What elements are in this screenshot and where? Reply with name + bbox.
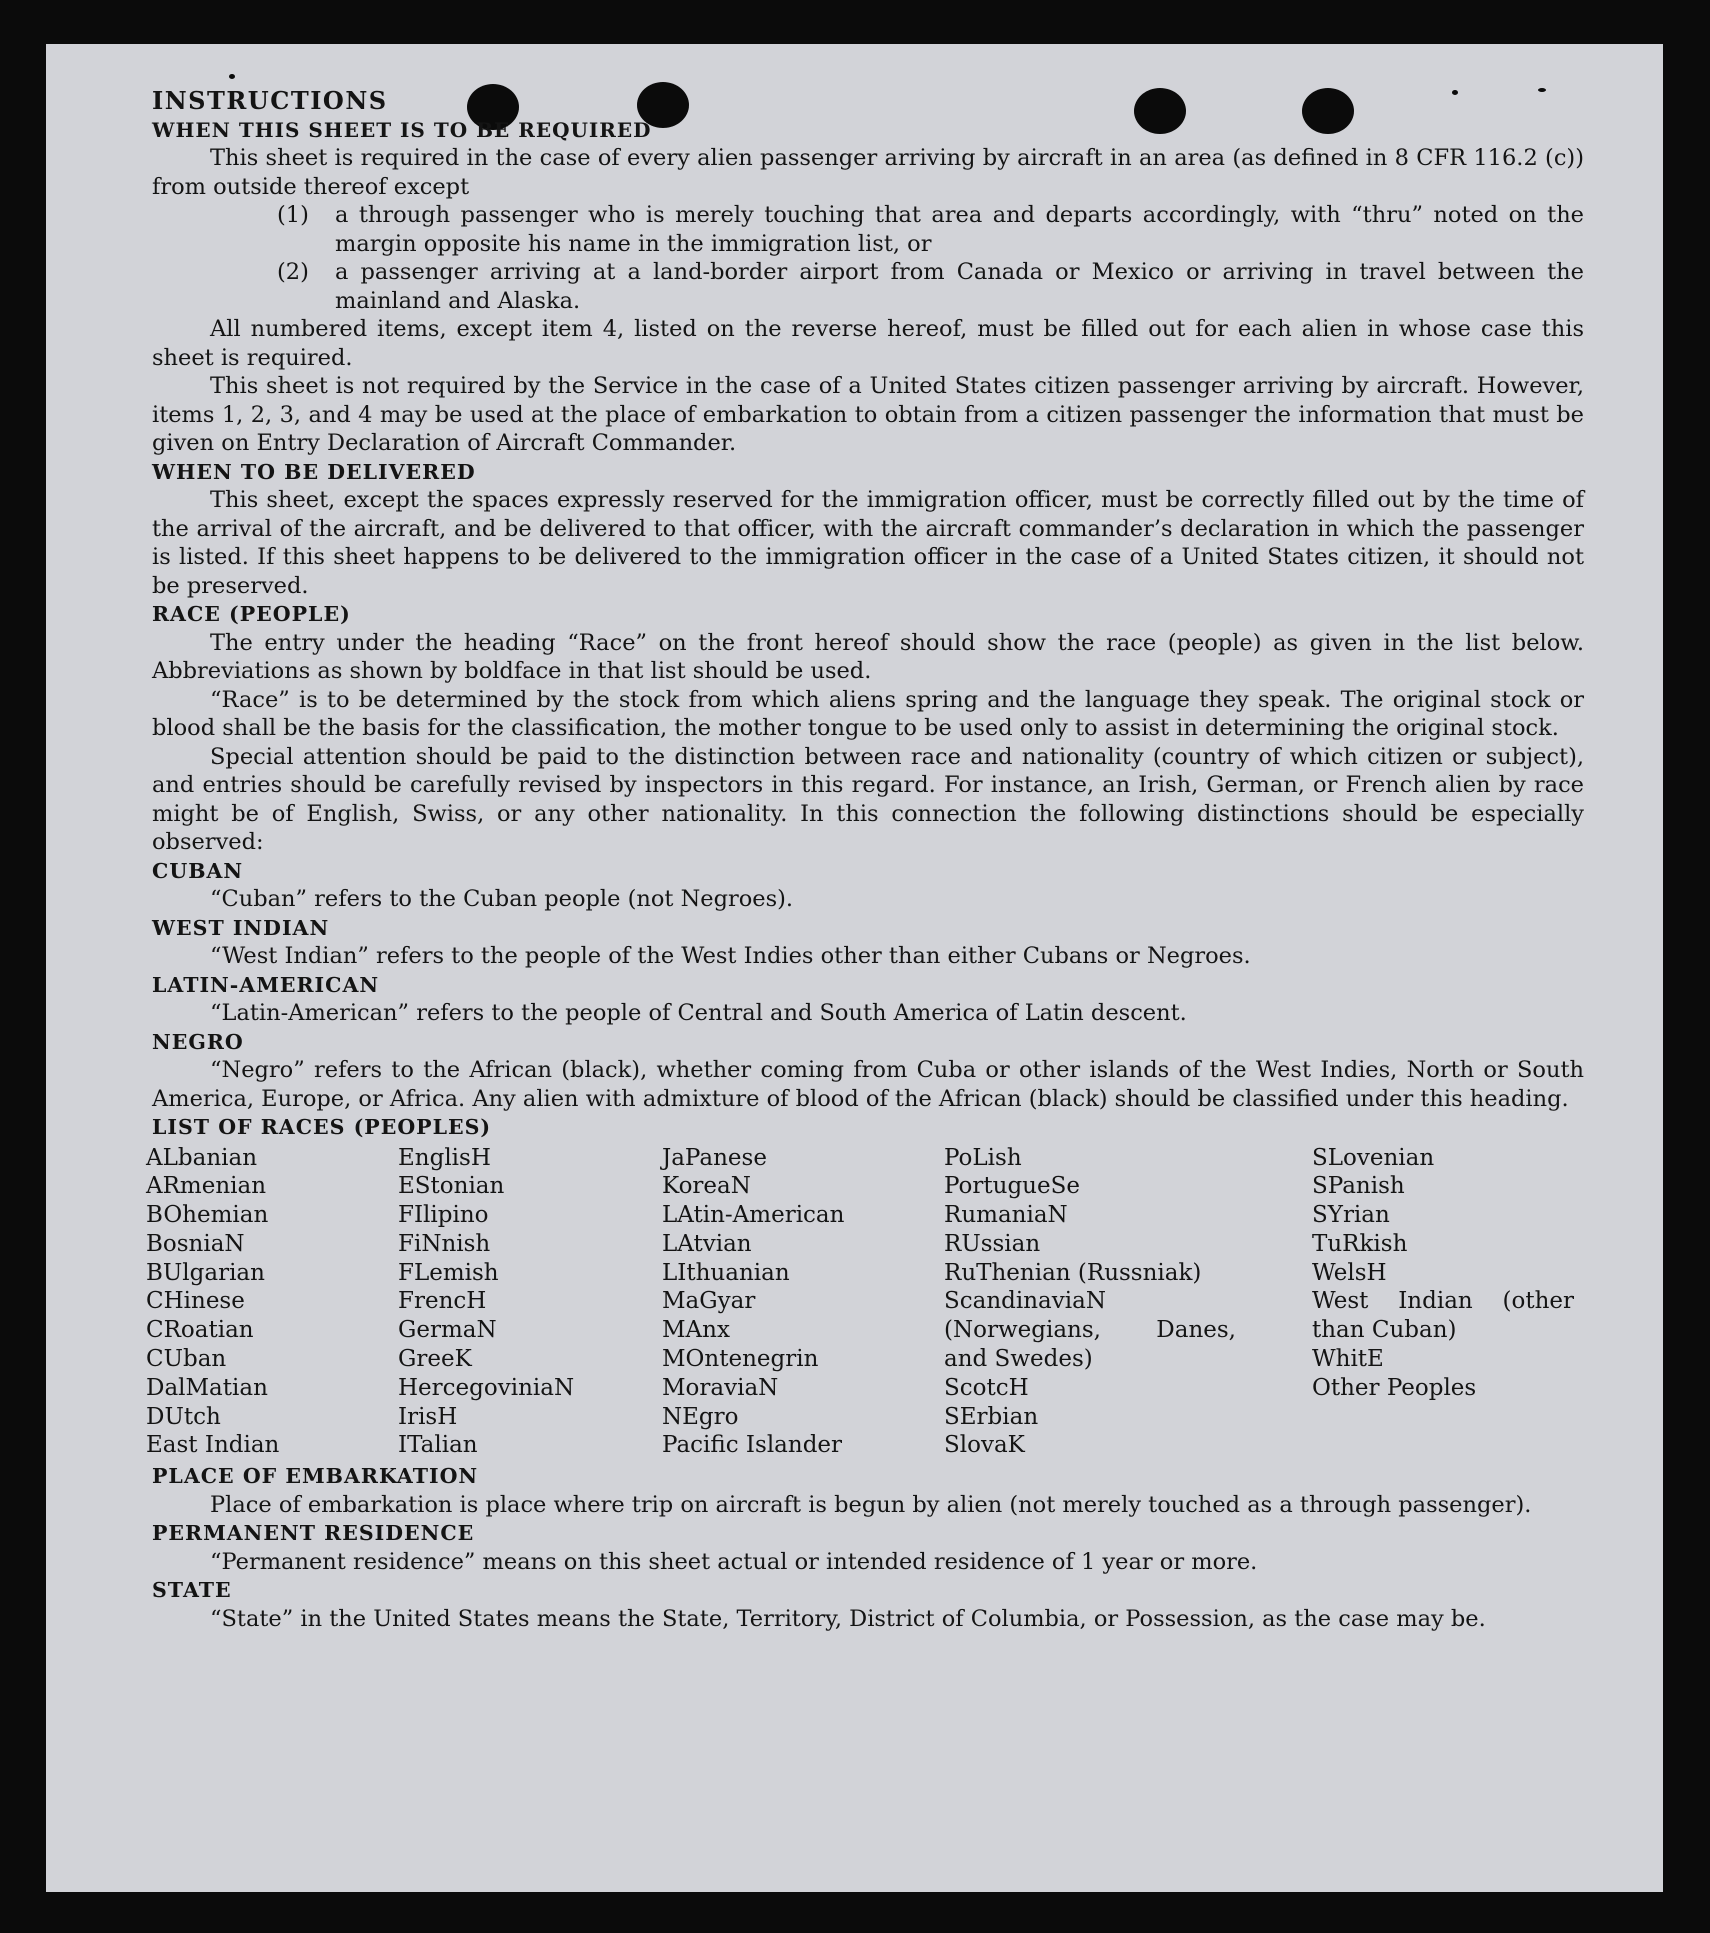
section-heading-delivered: WHEN TO BE DELIVERED: [152, 459, 476, 484]
race-item: CHinese: [146, 1288, 245, 1315]
race-list: [146, 1144, 1584, 1461]
race-item: FIlipino: [398, 1202, 489, 1229]
paragraph-required-intro: This sheet is required in the case of every alien passenger arriving by aircraft in an area (as defined in 8 CFR 116.2 (c)) from outside thereof except: [152, 145, 1584, 200]
race-item: DalMatian: [146, 1374, 268, 1401]
race-item: RumaniaN: [944, 1202, 1068, 1229]
section-heading-race-list: LIST OF RACES (PEOPLES): [152, 1115, 492, 1139]
race-item: PortugueSe: [944, 1173, 1080, 1200]
race-item: SlovaK: [944, 1432, 1025, 1459]
section-heading-required: WHEN THIS SHEET IS TO BE REQUIRED: [152, 117, 652, 142]
race-item: MOntenegrin: [662, 1346, 819, 1373]
paragraph-residence: “Permanent residence” means on this sheet actual or intended residence of 1 year or more.: [210, 1548, 1258, 1575]
race-item: MoraviaN: [662, 1374, 779, 1401]
race-item: JaPanese: [662, 1144, 767, 1171]
race-item: WhitE: [1312, 1346, 1384, 1373]
exception-item: [277, 258, 1584, 315]
race-item: IrisH: [398, 1403, 458, 1430]
section-heading-embarkation: PLACE OF EMBARKATION: [152, 1464, 479, 1489]
section-heading-state: STATE: [152, 1578, 232, 1603]
race-item: SLovenian: [1312, 1144, 1435, 1171]
race-item: ITalian: [398, 1432, 478, 1459]
race-item: LAtin-American: [662, 1202, 845, 1229]
race-column: [146, 1144, 398, 1461]
section-heading-cuban: CUBAN: [152, 858, 244, 883]
race-column: [398, 1144, 662, 1461]
paragraph-embarkation: Place of embarkation is place where trip on aircraft is begun by alien (not merely touched as a through passenger).: [210, 1491, 1532, 1518]
section-heading-negro: NEGRO: [152, 1029, 244, 1054]
race-item: PoLish: [944, 1144, 1022, 1171]
race-column: [1312, 1144, 1578, 1461]
instructions-text: [146, 86, 1584, 1633]
paragraph-delivered: This sheet, except the spaces expressly reserved for the immigration officer, must be correctly filled out by the time of the arrival of the aircraft, and be delivered to that officer, with the aircraft commander’s declaration in which the passenger is listed. If this sheet happens to be delivered to the immigration officer in the case of a United States citizen, it should not be preserved.: [152, 487, 1584, 599]
race-item: SPanish: [1312, 1173, 1405, 1200]
paragraph-race-definition: “Race” is to be determined by the stock from which aliens spring and the language they speak. The original stock or blood shall be the basis for the classification, the mother tongue to be used only to assist in determining the original stock.: [152, 686, 1584, 741]
race-item: NEgro: [662, 1403, 739, 1430]
paragraph-race-nationality: Special attention should be paid to the distinction between race and nationality (country of which citizen or subject), and entries should be carefully revised by inspectors in this regard. For instance, an Irish, German, or French alien by race might be of English, Swiss, or any other nationality. In this connection the following distinctions should be especially observed:: [152, 743, 1584, 855]
race-item: ALbanian: [146, 1144, 258, 1171]
paragraph-citizen: This sheet is not required by the Service in the case of a United States citizen passenger arriving by aircraft. However, items 1, 2, 3, and 4 may be used at the place of embarkation to obtain from a citizen passenger the information that must be given on Entry Declaration of Aircraft Commander.: [152, 373, 1584, 456]
race-item: FiNnish: [398, 1230, 491, 1257]
race-item: FLemish: [398, 1259, 499, 1286]
exception-number: (1): [277, 202, 309, 228]
race-item: EStonian: [398, 1173, 505, 1200]
race-item: TuRkish: [1312, 1230, 1408, 1257]
race-item: BOhemian: [146, 1202, 269, 1229]
page-title: INSTRUCTIONS: [152, 86, 388, 115]
race-item: WelsH: [1312, 1259, 1387, 1286]
race-item: BosniaN: [146, 1230, 245, 1257]
paragraph-west-indian: “West Indian” refers to the people of the West Indies other than either Cubans or Negroes.: [210, 943, 1251, 969]
paragraph-cuban: “Cuban” refers to the Cuban people (not Negroes).: [210, 886, 794, 912]
race-item: KoreaN: [662, 1173, 751, 1200]
race-item: CRoatian: [146, 1317, 254, 1344]
paragraph-negro: “Negro” refers to the African (black), whether coming from Cuba or other islands of the West Indies, North or South America, Europe, or Africa. Any alien with admixture of blood of the African (black) should be classified under this heading.: [152, 1057, 1584, 1112]
race-item: ARmenian: [146, 1173, 267, 1200]
race-item: LAtvian: [662, 1230, 752, 1257]
race-item: BUlgarian: [146, 1259, 265, 1286]
race-item-scandinavian: ScandinaviaN (Norwegians, Danes, and Swedes): [944, 1288, 1236, 1373]
exception-item: [277, 201, 1584, 258]
race-item: MaGyar: [662, 1288, 756, 1315]
section-heading-west-indian: WEST INDIAN: [152, 915, 330, 940]
paragraph-numbered-items: All numbered items, except item 4, listed on the reverse hereof, must be filled out for each alien in whose case this sheet is required.: [152, 316, 1584, 371]
paragraph-race-entry: The entry under the heading “Race” on the front hereof should show the race (people) as given in the list below. Abbreviations as shown by boldface in that list should be used.: [152, 629, 1584, 684]
race-item: RUssian: [944, 1230, 1041, 1257]
race-item: ScotcH: [944, 1374, 1029, 1401]
section-heading-race: RACE (PEOPLE): [152, 602, 351, 626]
race-item: LIthuanian: [662, 1259, 790, 1286]
race-item: RuThenian (Russniak): [944, 1259, 1202, 1286]
section-heading-latin-american: LATIN-AMERICAN: [152, 972, 380, 997]
race-item: SErbian: [944, 1403, 1039, 1430]
race-item: SYrian: [1312, 1202, 1390, 1229]
race-item: East Indian: [146, 1432, 280, 1459]
race-item: GreeK: [398, 1346, 472, 1373]
paragraph-latin-american: “Latin-American” refers to the people of Central and South America of Latin descent.: [210, 1000, 1187, 1026]
exception-text: a passenger arriving at a land-border airport from Canada or Mexico or arriving in travel between the mainland and Alaska.: [335, 259, 1584, 314]
race-item: CUban: [146, 1346, 227, 1373]
exception-number: (2): [277, 259, 309, 285]
speck: [229, 74, 235, 79]
paragraph-state: “State” in the United States means the State, Territory, District of Columbia, or Possession, as the case may be.: [210, 1605, 1486, 1632]
race-column: [944, 1144, 1312, 1461]
section-heading-residence: PERMANENT RESIDENCE: [152, 1521, 475, 1546]
race-item: EnglisH: [398, 1144, 491, 1171]
race-item: Pacific Islander: [662, 1432, 843, 1459]
race-item: DUtch: [146, 1403, 221, 1430]
race-item: MAnx: [662, 1317, 730, 1344]
race-item-west-indian: West Indian (other than Cuban): [1312, 1288, 1574, 1344]
race-item: GermaN: [398, 1317, 497, 1344]
exception-text: a through passenger who is merely touching that area and departs accordingly, with “thru” noted on the margin opposite his name in the immigration list, or: [335, 202, 1584, 257]
race-column: [662, 1144, 944, 1461]
race-item: Other Peoples: [1312, 1374, 1477, 1401]
race-item: FrencH: [398, 1288, 487, 1315]
race-item: HercegoviniaN: [398, 1374, 575, 1401]
